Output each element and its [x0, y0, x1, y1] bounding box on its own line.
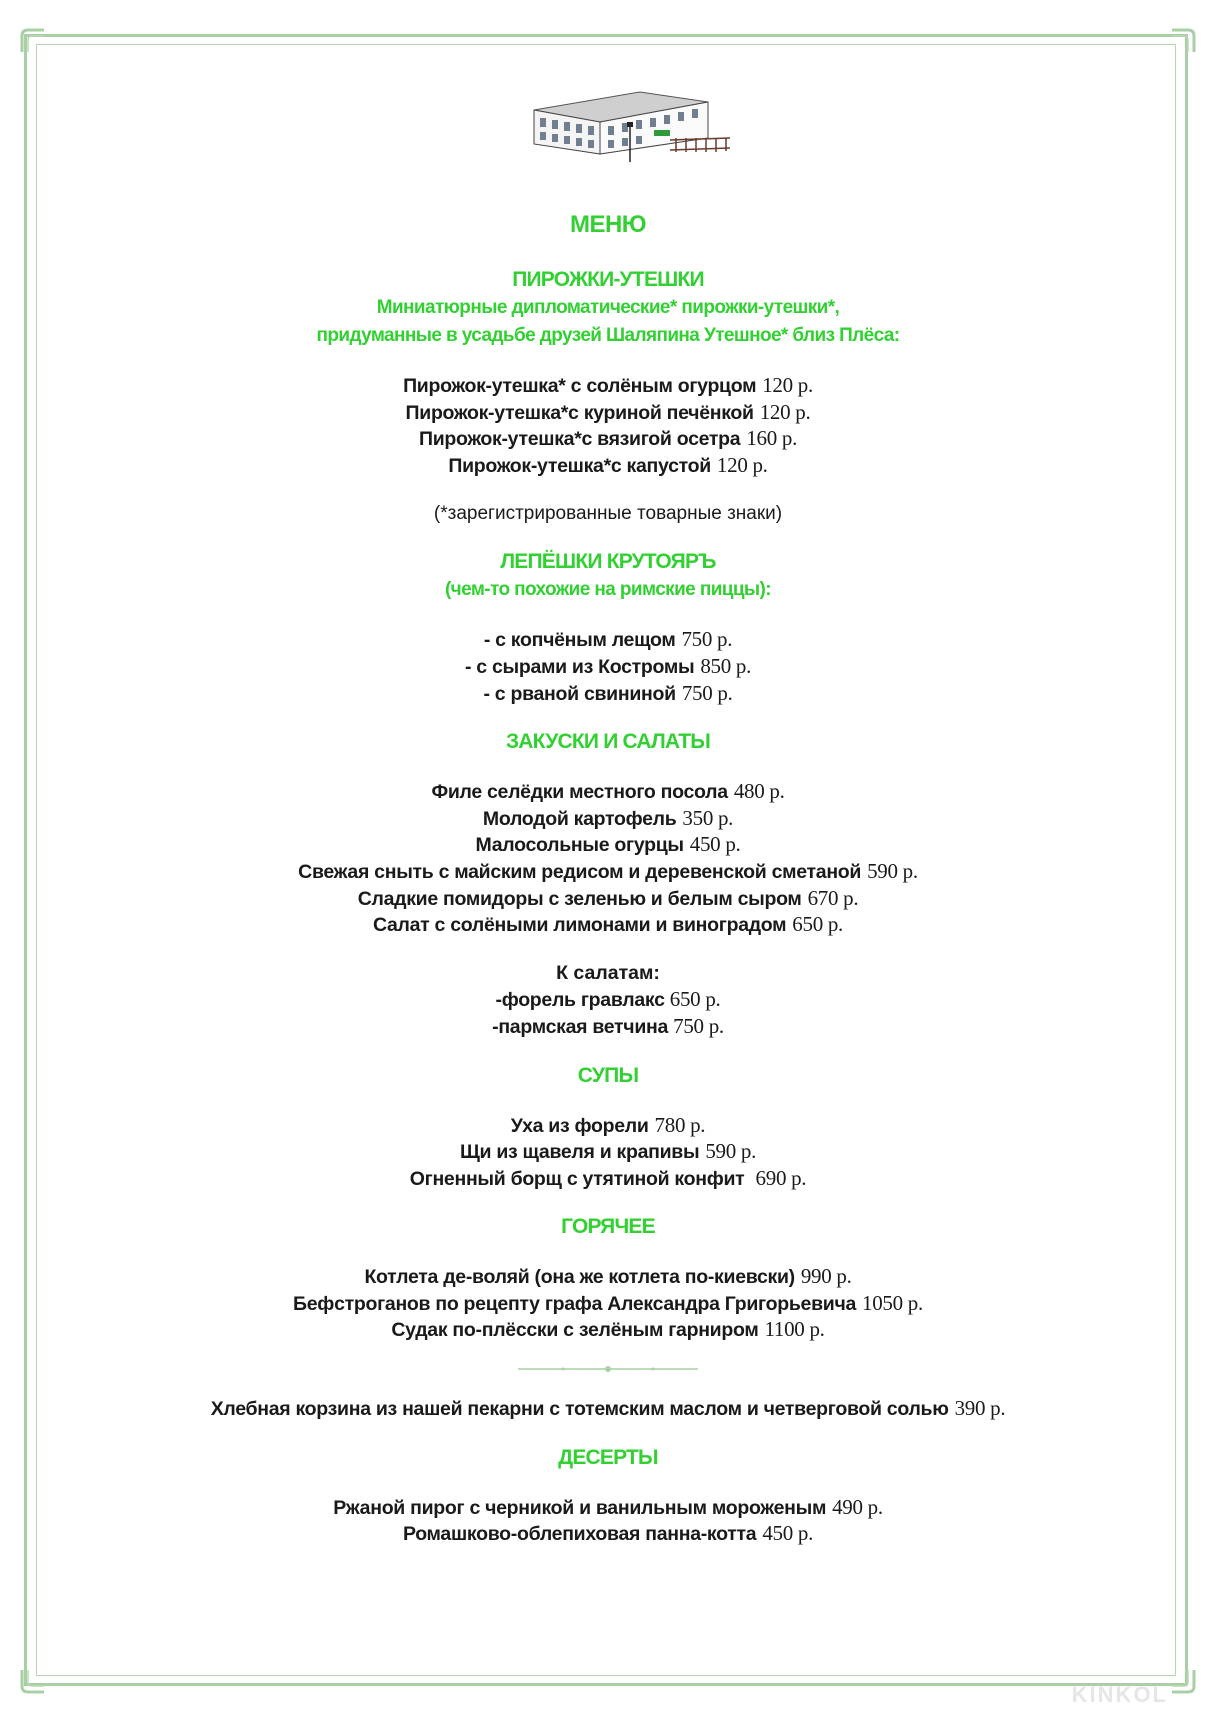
item-name: - с копчёным лещом — [483, 629, 676, 652]
section-subtitle: придуманные в усадьбе друзей Шаляпина Утешное* близ Плёса: — [316, 325, 900, 346]
ornamental-divider-icon — [518, 1363, 698, 1375]
watermark: KINKOL — [1071, 1682, 1168, 1707]
item-price: 650 р. — [669, 987, 721, 1012]
item-price: 590 р. — [705, 1139, 757, 1164]
menu-content — [60, 210, 1156, 1547]
menu-item — [60, 1316, 1156, 1343]
menu-item — [60, 885, 1156, 912]
menu-item — [60, 831, 1156, 858]
section-title-flatbreads: ЛЕПЁШКИ КРУТОЯРЪ — [500, 550, 716, 574]
corner-ornament-icon — [1170, 1668, 1196, 1694]
item-price: 990 р. — [800, 1264, 852, 1289]
item-price: 480 р. — [733, 779, 785, 804]
item-price: 690 р. — [755, 1165, 807, 1190]
menu-items-hot — [60, 1263, 1156, 1343]
menu-items-appetizers — [60, 778, 1156, 938]
menu-item — [60, 986, 1156, 1013]
menu-item — [60, 1290, 1156, 1317]
menu-items-flatbreads — [60, 626, 1156, 706]
section-subtitle: Миниатюрные дипломатические* пирожки-утешки*, — [376, 297, 840, 318]
menu-items-soups — [60, 1112, 1156, 1192]
corner-ornament-icon — [20, 28, 46, 54]
item-price: 670 р. — [807, 885, 859, 910]
item-name: Ромашково-облепиховая панна-котта — [402, 1523, 757, 1546]
menu-item — [60, 1520, 1156, 1547]
menu-item — [60, 425, 1156, 452]
section-title-desserts: ДЕСЕРТЫ — [558, 1445, 658, 1469]
section-title-appetizers: ЗАКУСКИ И САЛАТЫ — [505, 730, 711, 754]
item-name: Малосольные огурцы — [475, 834, 684, 857]
menu-item — [60, 778, 1156, 805]
item-name: - с сырами из Костромы — [464, 655, 695, 678]
item-price: 490 р. — [832, 1494, 883, 1519]
item-name: Щи из щавеля и крапивы — [459, 1141, 700, 1164]
menu-item — [60, 805, 1156, 832]
item-price: 780 р. — [654, 1112, 706, 1137]
menu-item — [60, 1138, 1156, 1165]
menu-items-desserts — [60, 1494, 1156, 1547]
item-name: - с рваной свининой — [483, 682, 676, 705]
item-name: Пирожок-утешка* с солёным огурцом — [403, 375, 757, 397]
item-name: Котлета де-воляй (она же котлета по-киевски) — [364, 1266, 795, 1289]
bread-basket-item — [60, 1395, 1156, 1422]
section-title-soups: СУПЫ — [577, 1063, 639, 1087]
menu-item — [60, 1263, 1156, 1290]
item-name: Свежая сныть с майским редисом и деревенской сметаной — [298, 860, 862, 883]
item-name: Пирожок-утешка*с капустой — [448, 454, 711, 477]
item-price: 450 р. — [762, 1521, 814, 1546]
menu-item — [60, 911, 1156, 938]
item-price: 750 р. — [673, 1013, 724, 1038]
item-price: 750 р. — [681, 627, 733, 652]
menu-item — [60, 1494, 1156, 1521]
item-price: 120 р. — [759, 399, 811, 424]
item-price: 120 р. — [762, 373, 813, 397]
menu-items-pies — [60, 372, 1156, 478]
menu-item — [60, 680, 1156, 707]
item-price: 590 р. — [867, 858, 918, 883]
menu-item — [60, 399, 1156, 426]
item-name: Сладкие помидоры с зеленью и белым сыром — [357, 887, 802, 910]
menu-item — [60, 1013, 1156, 1040]
item-price: 390 р. — [954, 1396, 1006, 1421]
menu-items-salad-extras — [60, 986, 1156, 1039]
item-price: 1050 р. — [862, 1290, 923, 1315]
item-price: 850 р. — [700, 653, 752, 678]
menu-item — [60, 1112, 1156, 1139]
building-logo-icon — [530, 88, 736, 164]
item-price: 650 р. — [792, 912, 843, 937]
item-name: Салат с солёными лимонами и виноградом — [372, 914, 787, 937]
menu-item — [60, 372, 1156, 399]
item-name: Молодой картофель — [482, 807, 677, 830]
menu-item — [60, 858, 1156, 885]
corner-ornament-icon — [20, 1668, 46, 1694]
menu-item — [60, 452, 1156, 479]
section-subtitle: (чем-то похожие на римские пиццы): — [444, 579, 772, 601]
item-name: Филе селёдки местного посола — [431, 781, 728, 804]
item-price: 350 р. — [682, 805, 734, 830]
item-name: Огненный борщ с утятиной конфит — [409, 1167, 745, 1190]
item-name: Хлебная корзина из нашей пекарни с тотемским маслом и четверговой солью — [210, 1398, 949, 1421]
item-name: -пармская ветчина — [492, 1015, 669, 1038]
item-name: -форель гравлакс — [495, 989, 665, 1012]
menu-item — [60, 626, 1156, 653]
section-title-hot: ГОРЯЧЕЕ — [561, 1215, 655, 1239]
item-price: 120 р. — [716, 452, 768, 477]
item-price: 450 р. — [689, 832, 741, 857]
salad-extras-title: К салатам: — [556, 961, 660, 984]
item-price: 1100 р. — [764, 1317, 825, 1342]
menu-title: МЕНЮ — [569, 211, 647, 238]
item-name: Бефстроганов по рецепту графа Александра Григорьевича — [293, 1292, 857, 1315]
item-name: Пирожок-утешка*с вязигой осетра — [418, 428, 741, 451]
item-price: 750 р. — [681, 680, 733, 705]
section-title-pies: ПИРОЖКИ-УТЕШКИ — [512, 268, 704, 291]
item-name: Судак по-плёсски с зелёным гарниром — [391, 1319, 759, 1342]
menu-item — [60, 1165, 1156, 1192]
item-name: Пирожок-утешка*с куриной печёнкой — [405, 401, 754, 424]
corner-ornament-icon — [1170, 28, 1196, 54]
item-name: Уха из форели — [510, 1114, 649, 1137]
item-name: Ржаной пирог с черникой и ванильным мороженым — [333, 1496, 827, 1519]
item-price: 160 р. — [746, 426, 798, 451]
trademark-note: (*зарегистрированные товарные знаки) — [433, 503, 783, 525]
menu-item — [60, 653, 1156, 680]
